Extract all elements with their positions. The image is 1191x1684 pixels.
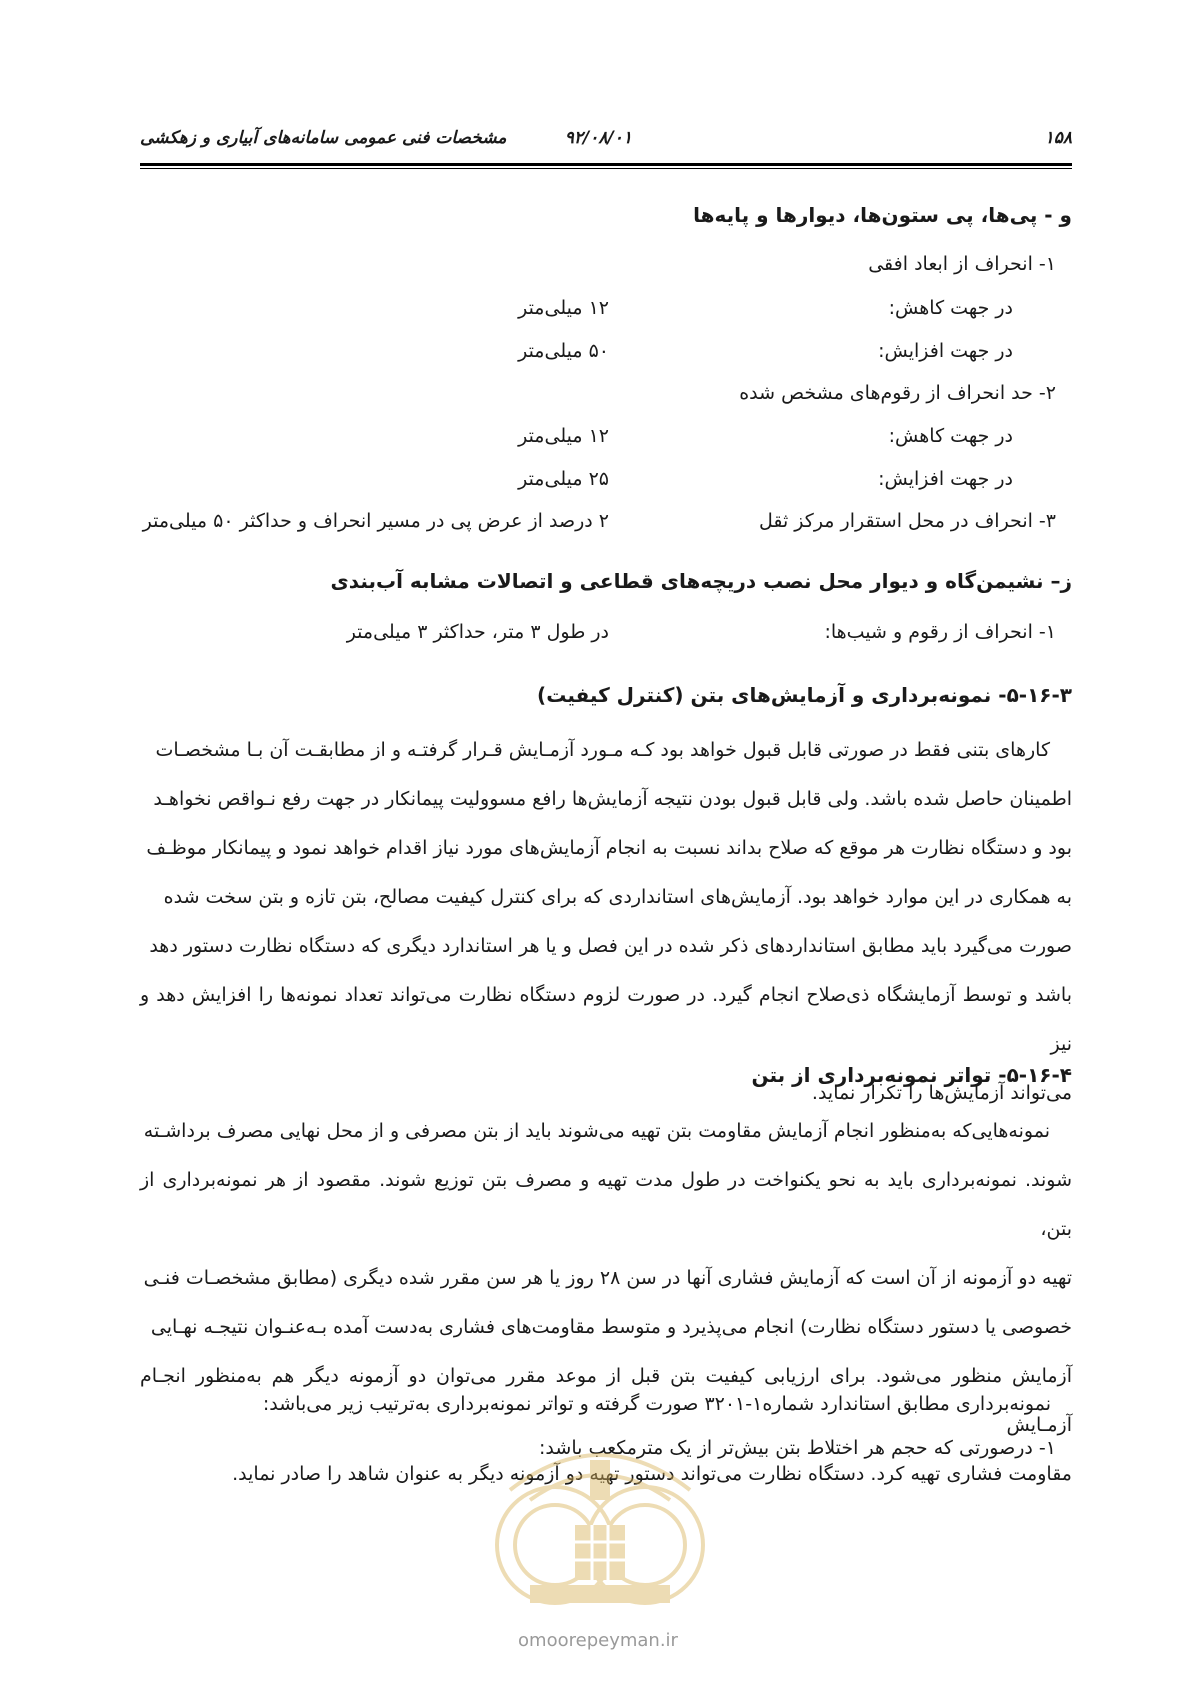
paragraph-line: آزمایش منظور می‌شود. برای ارزیابی کیفیت بتن قبل از موعد مقرر می‌توان دو آزمونه دیگر هم به‌منظور انجـام آزمـایش [140,1365,1072,1436]
section-5-16-4-item1: ۱- درصورتی که حجم هر اختلاط بتن بیش‌تر از یک مترمکعب باشد: [539,1437,1056,1459]
header-rule-thick [140,163,1072,166]
header-title: مشخصات فنی عمومی سامانه‌های آبیاری و زهکشی [140,128,507,148]
section-v-item2-row2-value: ۲۵ میلی‌متر [518,468,609,490]
section-v-heading: و - پی‌ها، پی ستون‌ها، دیوارها و پایه‌ها [693,203,1072,227]
standard-line: نمونه‌برداری مطابق استاندارد شماره۱-۳۲۰۱ صورت گرفته و تواتر نمونه‌برداری به‌ترتیب زیر می‌باشد: [262,1393,1051,1415]
header-date: ۹۲/۰۸/۰۱ [564,128,632,148]
section-v-item1-row2-label: در جهت افزایش: [878,340,1013,362]
page-number: ۱۵۸ [1044,128,1072,148]
paragraph-line: کارهای بتنی فقط در صورتی قابل قبول خواهد بود کـه مـورد آزمـایش قـرار گرفتـه و از مطابقـت آن بـا مشخصـات [155,739,1050,761]
section-v-item1-label: ۱- انحراف از ابعاد افقی [868,253,1056,275]
section-v-item1-row1-label: در جهت کاهش: [888,297,1013,319]
section-5-16-3-paragraph [140,726,1072,1118]
section-z-item1-value: در طول ۳ متر، حداکثر ۳ میلی‌متر [346,621,609,643]
watermark-logo-icon [470,1430,730,1625]
section-v-item3-label: ۳- انحراف در محل استقرار مرکز ثقل [758,510,1056,532]
paragraph-line: صورت می‌گیرد باید مطابق استانداردهای ذکر شده در این فصل و یا هر استاندارد دیگری که دستگاه نظارت دستور دهد [149,935,1072,957]
section-v-item2-label: ۲- حد انحراف از رقوم‌های مشخص شده [739,382,1056,404]
paragraph-line: اطمینان حاصل شده باشد. ولی قابل قبول بودن نتیجه آزمایش‌ها رافع مسوولیت پیمانکار در جهت رفع نـواقص نخواهـد [153,788,1072,810]
paragraph-line: شوند. نمونه‌برداری باید به نحو یکنواخت در طول مدت تهیه و مصرف بتن توزیع شوند. مقصود از هر نمونه‌برداری از بتن، [140,1169,1072,1240]
watermark-url: omoorepeyman.ir [518,1630,678,1651]
section-z-item1-label: ۱- انحراف از رقوم و شیب‌ها: [824,621,1056,643]
section-v-item2-row1-label: در جهت کاهش: [888,425,1013,447]
section-v-item3-value: ۲ درصد از عرض پی در مسیر انحراف و حداکثر ۵۰ میلی‌متر [142,510,609,532]
section-v-item1-row2-value: ۵۰ میلی‌متر [518,340,609,362]
running-header [140,128,1072,164]
section-v-item1-row1-value: ۱۲ میلی‌متر [518,297,609,319]
paragraph-line: می‌تواند آزمایش‌ها را تکرار نماید. [811,1082,1072,1104]
section-z-heading: ز– نشیمن‌گاه و دیوار محل نصب دریچه‌های قطاعی و اتصالات مشابه آب‌بندی [330,569,1072,593]
section-5-16-4-heading: ۵-۱۶-۴- تواتر نمونه‌برداری از بتن [751,1063,1072,1087]
section-v-item2-row1-value: ۱۲ میلی‌متر [518,425,609,447]
paragraph-line: تهیه دو آزمونه از آن است که آزمایش فشاری آنها در سن ۲۸ روز یا هر سن مقرر شده دیگری (مطابق مشخصـات فنـی [143,1267,1072,1289]
paragraph-line: به همکاری در این موارد خواهد بود. آزمایش‌های استانداردی که برای کنترل کیفیت مصالح، بتن تازه و بتن سخت شده [163,886,1072,908]
section-5-16-3-heading: ۵-۱۶-۳- نمونه‌برداری و آزمایش‌های بتن (کنترل کیفیت) [537,683,1072,707]
paragraph-line: خصوصی یا دستور دستگاه نظارت) انجام می‌پذیرد و متوسط مقاومت‌های فشاری به‌دست آمده بـه‌عنـوان نتیجـه نهـایی [150,1316,1072,1338]
paragraph-line: مقاومت فشاری تهیه کرد. دستگاه نظارت می‌تواند دستور تهیه دو آزمونه دیگر به عنوان شاهد را صادر نماید. [232,1463,1072,1485]
section-v-item2-row2-label: در جهت افزایش: [878,468,1013,490]
paragraph-line: بود و دستگاه نظارت هر موقع که صلاح بداند نسبت به انجام آزمایش‌های مورد نیاز اقدام خواهد نمود و پیمانکار موظـف [146,837,1072,859]
paragraph-line: باشد و توسط آزمایشگاه ذی‌صلاح انجام گیرد. در صورت لزوم دستگاه نظارت می‌تواند تعداد نمونه‌ها را افزایش دهد و نیز [140,984,1072,1055]
header-rule-thin [140,168,1072,169]
paragraph-line: نمونه‌هایی‌که به‌منظور انجام آزمایش مقاومت بتن تهیه می‌شوند باید از بتن مصرفی و از محل نهایی مصرف برداشـته [143,1120,1050,1142]
